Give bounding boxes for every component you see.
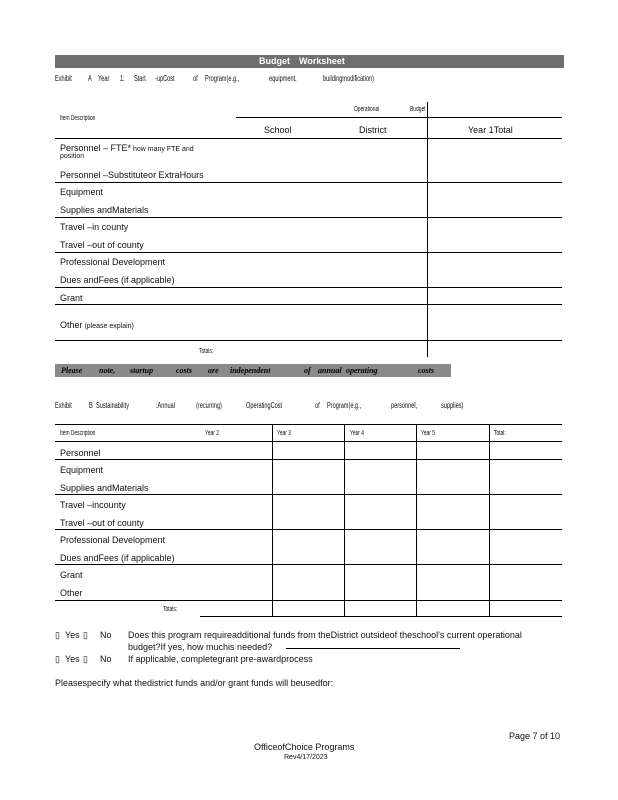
row-a-grant: Grant — [60, 293, 83, 303]
no-checkbox-2[interactable]: ▯ — [83, 654, 88, 664]
header-title-worksheet: Worksheet — [299, 56, 345, 66]
exhibit-a-letter: A — [88, 74, 92, 83]
row-a-professional-dev: Professional Development — [60, 257, 166, 267]
amount-needed-line[interactable] — [286, 648, 460, 649]
specify-prompt: Pleasespecify what thedistrict funds and/or grant funds will beusedfor: — [55, 678, 334, 688]
item-description-header-a: Item Description — [60, 115, 96, 122]
exhibit-a-building: buildingmodification) — [323, 74, 375, 83]
page: Budget Worksheet Exhibit A Year 1: Start -upCost of Program(e.g., equipment, buildingmodification) Operational Budget Item Description School District Year 1Total Personnel – FTE* how many FTE and position Personnel –Substituteor ExtraHours Equipment Supplies andMaterials Travel –in county Travel –out of county Professional Development Dues andFees (if applicable) Grant Other (please explain) Totals: Please note, startup costs are independent of annual operating costs Exhibit B Sustainability :Annual (recurring) OperatingCost of Program(e.g., personnel, supplies) Item Description Year 2 Year 3 Year 4 Year 5 Total: Personnel Equipment Supplies andMaterials Travel –incounty Travel –out of county Professional Development Dues andFees (if applicable) Grant Other Totals: ▯ Yes ▯ No Does this program requireadditional funds from theDistrict outsideof theschool's current operational budget?If yes, how muchis needed? ▯ Yes ▯ No If applicable, completegrant pre-awardprocess Pleasespecify what thedistrict funds and/or grant funds will beusedfor: Page 7 of 10 OfficeofChoice Programs Rev4/17/2023 — [0, 0, 618, 800]
col-district: District — [359, 125, 387, 135]
no-label-2: No — [100, 654, 112, 664]
exhibit-a-equipment: equipment, — [269, 74, 297, 83]
question-2-text: If applicable, completegrant pre-awardprocess — [128, 654, 313, 664]
footer-office: OfficeofChoice Programs — [254, 742, 355, 752]
row-a-substitute: Personnel –Substituteor ExtraHours — [60, 170, 204, 180]
question-1-text: Does this program requireadditional funds from theDistrict outsideof theschool's current operational — [128, 630, 522, 640]
exhibit-a-year: Year — [98, 74, 110, 83]
startup-note-bar: Please note, startup costs are independent of annual operating costs — [55, 364, 451, 377]
exhibit-a-word: Exhibit — [55, 74, 72, 83]
col-total-b: Total: — [494, 430, 506, 437]
page-number: Page 7 of 10 — [509, 731, 561, 741]
row-a-supplies: Supplies andMaterials — [60, 205, 149, 215]
col-school: School — [264, 125, 292, 135]
yes-checkbox-1[interactable]: ▯ — [55, 630, 60, 640]
row-b-personnel: Personnel — [60, 448, 101, 458]
no-label-1: No — [100, 630, 112, 640]
col-year5: Year 5 — [421, 430, 435, 437]
col-year1-total: Year 1Total — [468, 125, 513, 135]
col-year3: Year 3 — [277, 430, 291, 437]
row-a-travel-in: Travel –in county — [60, 222, 129, 232]
row-b-professional-dev: Professional Development — [60, 535, 166, 545]
row-b-travel-out: Travel –out of county — [60, 518, 144, 528]
totals-label-a: Totals: — [199, 348, 214, 355]
row-a-dues-fees: Dues andFees (if applicable) — [60, 275, 175, 285]
no-checkbox-1[interactable]: ▯ — [83, 630, 88, 640]
col-year4: Year 4 — [350, 430, 364, 437]
item-description-header-b: Item Description — [60, 430, 96, 437]
totals-label-b: Totals: — [163, 606, 178, 613]
row-b-other: Other — [60, 588, 83, 598]
row-a-personnel-fte: Personnel – FTE* how many FTE and — [60, 143, 194, 153]
row-b-travel-in: Travel –incounty — [60, 500, 126, 510]
exhibit-a-program: Program(e.g., — [205, 74, 240, 83]
yes-checkbox-2[interactable]: ▯ — [55, 654, 60, 664]
exhibit-a-year-num: 1: — [120, 74, 125, 83]
row-b-supplies: Supplies andMaterials — [60, 483, 149, 493]
row-a-personnel-fte-position: position — [60, 153, 85, 160]
worksheet-header-bar — [55, 55, 564, 68]
exhibit-a-upcost: -upCost — [155, 74, 175, 83]
footer-rev: Rev4/17/2023 — [284, 754, 328, 761]
row-b-dues-fees: Dues andFees (if applicable) — [60, 553, 175, 563]
exhibit-a-start: Start — [134, 74, 146, 83]
row-b-grant: Grant — [60, 570, 83, 580]
row-a-other: Other (please explain) — [60, 320, 134, 330]
question-1-text2: budget?If yes, how muchis needed? — [128, 642, 273, 652]
budget-label: Budget — [410, 106, 426, 113]
row-a-equipment: Equipment — [60, 187, 104, 197]
header-title-budget: Budget — [259, 56, 290, 66]
yes-label-1: Yes — [65, 630, 80, 640]
yes-label-2: Yes — [65, 654, 80, 664]
col-year2: Year 2 — [205, 430, 219, 437]
row-a-travel-out: Travel –out of county — [60, 240, 144, 250]
row-b-equipment: Equipment — [60, 465, 104, 475]
exhibit-a-of: of — [193, 74, 198, 83]
operational-label: Operational — [354, 106, 380, 113]
